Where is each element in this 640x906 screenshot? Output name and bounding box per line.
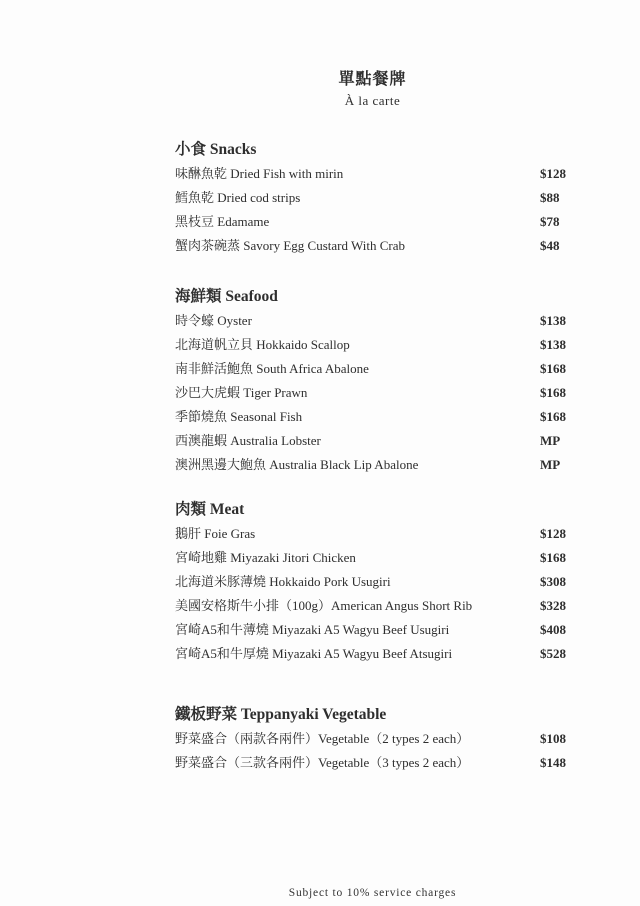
item-price: $168 — [540, 385, 566, 400]
item-name: 野菜盛合（兩款各兩件）Vegetable（2 types 2 each） — [175, 731, 470, 746]
section-title: 鐵板野菜 Teppanyaki Vegetable — [175, 706, 387, 723]
menu-item — [175, 642, 570, 666]
item-price: MP — [540, 457, 561, 472]
item-price: $168 — [540, 550, 566, 565]
menu-title-zh: 單點餐牌 — [338, 71, 407, 88]
item-price: $168 — [540, 361, 566, 376]
section-title: 小食 Snacks — [175, 141, 257, 158]
item-price: $328 — [540, 598, 566, 613]
item-name: 北海道帆立貝 Hokkaido Scallop — [175, 337, 350, 352]
menu-item — [175, 333, 570, 357]
menu-item — [175, 594, 570, 618]
menu-item — [175, 210, 570, 234]
section-snacks — [175, 138, 570, 258]
item-name: 南非鮮活鮑魚 South Africa Abalone — [175, 361, 369, 376]
menu-item — [175, 453, 570, 477]
menu-item — [175, 751, 570, 775]
menu-item — [175, 234, 570, 258]
item-price: $78 — [540, 214, 560, 229]
item-price: $108 — [540, 731, 566, 746]
item-name: 時令蠔 Oyster — [175, 313, 252, 328]
item-price: $408 — [540, 622, 566, 637]
section-title: 海鮮類 Seafood — [175, 288, 278, 305]
menu-item — [175, 522, 570, 546]
item-name: 西澳龍蝦 Australia Lobster — [175, 433, 321, 448]
menu-item — [175, 727, 570, 751]
item-price: $138 — [540, 337, 566, 352]
menu-item — [175, 570, 570, 594]
service-charge-note: Subject to 10% service charges — [288, 887, 457, 899]
menu-item — [175, 381, 570, 405]
item-price: $128 — [540, 166, 566, 181]
item-name: 蟹肉茶碗蒸 Savory Egg Custard With Crab — [175, 238, 405, 253]
item-price: $88 — [540, 190, 560, 205]
item-name: 宮崎A5和牛薄燒 Miyazaki A5 Wagyu Beef Usugiri — [175, 622, 450, 637]
section-seafood — [175, 285, 570, 477]
item-price: $138 — [540, 313, 566, 328]
menu-item — [175, 309, 570, 333]
item-name: 宮崎A5和牛厚燒 Miyazaki A5 Wagyu Beef Atsugiri — [175, 646, 453, 661]
menu-content — [175, 0, 570, 775]
menu-item — [175, 546, 570, 570]
menu-item — [175, 618, 570, 642]
item-price: $528 — [540, 646, 566, 661]
menu-item — [175, 357, 570, 381]
item-name: 黑枝豆 Edamame — [175, 214, 270, 229]
menu-title-en: À la carte — [344, 93, 401, 108]
item-name: 野菜盛合（三款各兩件）Vegetable（3 types 2 each） — [175, 755, 470, 770]
menu-item — [175, 186, 570, 210]
item-price: $48 — [540, 238, 560, 253]
item-name: 美國安格斯牛小排（100g）American Angus Short Rib — [175, 598, 473, 613]
item-name: 北海道米豚薄燒 Hokkaido Pork Usugiri — [175, 574, 391, 589]
section-meat — [175, 498, 570, 666]
menu-item — [175, 429, 570, 453]
item-name: 鱈魚乾 Dried cod strips — [175, 190, 301, 205]
menu-item — [175, 162, 570, 186]
menu-item — [175, 405, 570, 429]
item-name: 鵝肝 Foie Gras — [175, 526, 256, 541]
item-price: $308 — [540, 574, 566, 589]
menu-title-block — [175, 68, 570, 110]
item-name: 季節燒魚 Seasonal Fish — [175, 409, 303, 424]
item-name: 宮崎地雞 Miyazaki Jitori Chicken — [175, 550, 356, 565]
item-price: $128 — [540, 526, 566, 541]
item-price: MP — [540, 433, 561, 448]
item-name: 味醂魚乾 Dried Fish with mirin — [175, 166, 344, 181]
item-price: $168 — [540, 409, 566, 424]
section-teppanyaki-vegetable — [175, 703, 570, 775]
item-name: 澳洲黑邊大鮑魚 Australia Black Lip Abalone — [175, 457, 419, 472]
section-title: 肉類 Meat — [175, 501, 245, 518]
item-price: $148 — [540, 755, 566, 770]
item-name: 沙巴大虎蝦 Tiger Prawn — [175, 385, 308, 400]
